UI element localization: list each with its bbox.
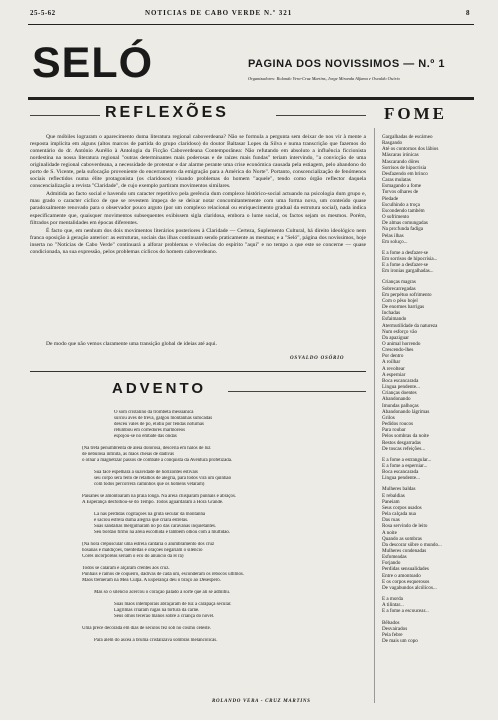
poem-line: Forjando	[382, 560, 401, 567]
poem-stanza	[82, 494, 370, 506]
poem-line: Mãos tremeram na Mea Culpa. A Esperança deu o braço ao Desespero.	[82, 577, 221, 583]
poem-line: com todos percorrerá caminhos que os homens vetaram)	[94, 481, 205, 487]
poem-line: Mascarando dôres	[382, 158, 420, 165]
poem-line: sulcou aves de treva, galgou montanhas sufocadas	[114, 415, 213, 421]
title-dash-right	[276, 115, 366, 116]
poem-line: De toscas refeições...	[382, 445, 426, 452]
reflexoes-paragraph: Admitida ao facto social e havendo um caracter repetitivo pela gerência dum complexo histórico-social actuando na psicologia dum grupo e, mau grado o caracter cíclico de que se revestem impeça de se deixar notar concomitantemente com uma forma nova, um conteúdo quase paradoxalmente renovado para o observador pouco arguto (por um complexo relacional ou enriquecimento gradual da estrutura social), nada indica especificamente que, quaisquer movimentos subsequentes exibissem sigla claridosa, embora o lume social, os factos sejam os mesmos. Porém, filtrados por mentalidades em épocas diferentes.	[30, 191, 366, 226]
poem-line: Rosa servindo de leito	[382, 523, 428, 530]
poem-line: De vagabundos alcólicos...	[382, 584, 437, 591]
poem-line: Para roubar	[382, 427, 406, 434]
poem-line: E a morda	[382, 596, 403, 603]
poem-line: Punhais e ramos de coqueiro, dádivas de cada um, esconderam os rebocos ultimos.	[82, 571, 245, 577]
poem-line: Pela calçada nua	[382, 511, 416, 518]
poem-line: O animal horrendo	[382, 341, 421, 347]
poem-line: (Na treta penumbrenta de aleia dolorosa, desceria em halos de luz	[82, 445, 211, 451]
poem-line: E a fome a desfazer-se	[382, 262, 428, 269]
poem-line: Gargalhadas de escárneo	[382, 134, 433, 140]
poem-stanza	[94, 602, 370, 620]
poem-line: Imundas palhoças	[382, 402, 419, 409]
poem-line: Abandonando	[382, 396, 411, 403]
poem-stanza	[94, 512, 370, 536]
poem-line: Atermutilidade da natureza	[382, 322, 438, 329]
poem-line: e saciou estrela duma alegria que criara estrelas.	[94, 517, 189, 523]
selo-logo: SELÓ	[32, 39, 154, 87]
advento-signature: ROLANDO VERA - CRUZ MARTINS	[212, 699, 311, 704]
poem-line: Esfaimando	[382, 316, 407, 323]
poem-line: E a fome a escoucear...	[382, 608, 429, 615]
poem-stanza	[94, 410, 370, 440]
poem-stanza	[82, 626, 370, 632]
masthead-rule	[28, 97, 474, 100]
poem-line: Na pro:funda fadiga	[382, 226, 424, 233]
reflexoes-paragraph: Que móbiles lograram o aparecimento duma literatura regional caboverdeana? Não se formula a pergunta sem deixar de nos vir à mente a resposta implícita em alguns (altos marcos de partida do grupo claridoso) do doutor Baltasar Lopes da Silva e numa transcrição que fazemos do comentário do dr. António Aurélio à Antologia da Ficção Caboverdeana Contemporânea: Não refutando em absoluto a influência ficcionista nordestina na nossa literatura regional "outras determinantes mais poderosas e de raízes mais fundas" teriam intervindo, "a convicção de uma originalidade regional caboverdeana, a necessidade de protestar e dar alarme perante uma crise económica causada pela estiagem, pelo abandono do porto de S. Vicente, pela sufocação proveniente do encerramento da emigração para a América do Norte". Portanto, conscencialização de fenómenos sociais reflectidos numa élite protagonista (os claridosos) visando problemas do homem "aquele", tendo como órgão reflector daquela conscencialização a revista "Claridade", de cujo exemplo partiram movimentos similares.	[30, 134, 366, 190]
page-number: 8	[466, 9, 470, 17]
fome-poem	[382, 134, 480, 649]
reflexoes-closing: De modo que não vemos claramente uma transição global de ideias até aqui.	[46, 341, 218, 347]
poem-line: Crescendo-lhes	[382, 347, 414, 354]
poem-line: Num esforço vão	[382, 328, 418, 335]
poem-line: Pelas ilhas	[382, 232, 404, 239]
poem-line: Sorrisos de hipocrisia	[382, 164, 427, 171]
poem-stanza	[382, 134, 480, 245]
poem-line: De enormes barrigas	[382, 304, 425, 311]
poem-line: E a fome a desfazer-se	[382, 249, 428, 256]
poem-stanza	[82, 446, 370, 464]
poem-line: Inchadas	[382, 310, 401, 317]
poem-line: Com o pêso bojel	[382, 297, 418, 304]
poem-line: Esmagando a fome	[382, 183, 422, 190]
poem-line: espojou-se no embate das ondas	[114, 433, 177, 439]
poem-line: Crianças doentes	[382, 390, 417, 397]
poem-line: E rebaldias	[382, 492, 405, 499]
issue-date: 25-5-62	[30, 9, 56, 17]
poem-line: E a fome a estrangular...	[382, 456, 432, 463]
poem-line: A tilintar...	[382, 602, 404, 609]
poem-line: Suas sandálias mergulharam no pó das caravanas inquietantes.	[94, 523, 217, 529]
poem-line: desceu vales de pó, elidiu por fendas noturnas	[114, 421, 204, 427]
poem-line: Boca escancarada	[382, 377, 419, 384]
fome-title: FOME	[384, 104, 447, 123]
poem-line: Sua face espelhará a suavidade de horizontes estivais	[94, 469, 198, 475]
poem-line: Desfazendo em brinco	[382, 170, 428, 177]
poem-line: Até os contornos dos lábios	[382, 146, 439, 153]
poem-line: Em soluço...	[382, 238, 408, 245]
poem-line: Da apaziguar	[382, 334, 410, 341]
reflexoes-signature: OSVALDO OSÓRIO	[290, 356, 345, 361]
advento-title: ADVENTO	[112, 380, 207, 397]
poem-stanza	[382, 620, 480, 645]
poem-stanza	[82, 566, 370, 584]
reflexoes-body	[30, 134, 366, 256]
poem-line: Cores incorpóreas seriam o eco do anuncio da H ra)	[82, 553, 184, 559]
poem-stanza	[82, 542, 370, 560]
poem-line: E a fome a esperniar...	[382, 462, 428, 469]
advento-title-dash	[228, 391, 366, 392]
poem-line: Rasgando	[382, 140, 403, 147]
header-rule	[28, 24, 474, 25]
poem-line: Seus corpos usados	[382, 504, 422, 511]
reflexoes-title: REFLEXÕES	[105, 104, 229, 121]
poem-line: De almas comungadas	[382, 220, 428, 227]
poem-stanza	[382, 596, 480, 614]
poem-line: hosanas e maldições, bienfeitas e orações negariam o silêncio	[82, 547, 203, 553]
page-subtitle: PAGINA DOS NOVISSIMOS — N.º 1	[248, 58, 445, 70]
poem-line: A revoltear	[382, 365, 405, 372]
poem-line: (Na hora crepuscular uma estrela cantaria o alumbramento dos cruz	[82, 541, 215, 547]
title-dash-left	[30, 115, 100, 116]
poem-line: Perdidas sensualidades	[382, 566, 429, 573]
poem-stanza	[94, 638, 370, 644]
poem-line: Por dentro	[382, 353, 404, 360]
poem-line: Restos desgarradas	[382, 439, 421, 446]
poem-stanza	[382, 457, 480, 482]
poem-line: Piedade	[382, 195, 399, 202]
poem-line: Esfomeadas	[382, 554, 407, 561]
poem-line: Mulheres baldas	[382, 486, 416, 493]
advento-poem	[82, 410, 370, 650]
poem-line: Lingua pendente...	[382, 475, 420, 482]
poem-line: Pedidos roucos	[382, 421, 413, 428]
poem-line: Seu bordão firmo na areia escolhida e também olhou com a multidão.	[94, 529, 231, 535]
poem-line: Torvos olhares de	[382, 189, 419, 196]
poem-line: Bêbados	[382, 619, 400, 626]
poem-line: Desvairados	[382, 625, 408, 632]
running-header	[30, 9, 470, 23]
poem-line: o olhar a magnetizar passos de combate à conquista da Aventura profetizada.	[82, 457, 233, 463]
poem-line: Todos se calaram e alçaram crentes aos cruz.	[82, 565, 170, 571]
poem-line: O sofrimento	[382, 214, 410, 221]
poem-line: Suas mãos intemporais abraçaram de luz a carapaça secular.	[114, 601, 232, 607]
poem-line: seu corpo será feito de retalhos de alegria, para todos virá um quinhão	[94, 475, 232, 481]
poem-line: Mas só o silêncio acercou o coração palado à sorte que ali se admitiu.	[94, 589, 231, 595]
poem-line: Para além do ascéa a bruma cristalizava sombras melancólicas.	[94, 637, 218, 643]
poem-line: Sobrecarregadas	[382, 285, 416, 292]
poem-line: Uma prece decorada em dias de séculos fez sob no cosmo celeste.	[82, 625, 212, 631]
poem-line: Lá nas perdidas cogitações na gruta secular da montanha	[94, 511, 206, 517]
poem-line: O som cristalino da trombeta messiânica	[114, 410, 194, 415]
poem-stanza	[94, 590, 370, 596]
poem-line: Em sorrisos de hipocrisia...	[382, 255, 438, 262]
poem-line: Paneiam	[382, 498, 400, 505]
poem-line: Caras mulatas	[382, 177, 411, 184]
poem-line: E os corpos esquerosos	[382, 578, 430, 585]
poem-line: Pela febre	[382, 631, 403, 638]
poem-line: Seus olhos tecerão manos sobre a criança do novel.	[114, 613, 215, 619]
poem-line: De mais um copo	[382, 638, 418, 645]
poem-line: Máscaras irónicas	[382, 152, 419, 159]
poem-stanza	[382, 279, 480, 451]
poem-line: Mulheres condenadas	[382, 548, 427, 554]
reflexoes-paragraph: É facto que, em nenhum dos dois movimentos literários posteriores à Claridade — Certeza, Suplemento Cultural, há direito ideológico nem franca oposição à geração anterior: as estruturas, sociais das ilhas continuam sendo praticamente as mesmas; e a "Seló", página dos novíssimos, hoje inserta no "Notícias de Cabo Verde" continuará a alforar problemas e vivências do espírito "aqui" e no tempo a que este se concerne — quase condicionada, na sua expressão, pelos problemas cíclicos do homem caboverdeano.	[30, 227, 366, 255]
poem-line: Quando as sombras	[382, 535, 422, 542]
organizers-line: Organizadores: Rolando Vera-Cruz Martins, Jorge Miranda Alfama e Osvaldo Osório	[248, 76, 400, 81]
poem-line: Lágrimas criaram rugas na tortura da carne.	[114, 607, 200, 613]
poem-line: Abandonando lágrimas	[382, 408, 430, 415]
poem-line: Lingua pendente...	[382, 384, 420, 391]
poem-line: A esperniar	[382, 371, 406, 378]
poem-line: Escondendo também	[382, 207, 425, 214]
poem-line: Pelos sombras da noite	[382, 433, 429, 440]
column-rule	[374, 128, 375, 703]
poem-line: A roílhar	[382, 359, 401, 366]
poem-stanza	[94, 470, 370, 488]
poem-line: Crianças magras	[382, 279, 416, 286]
poem-line: Esculhindo a troça	[382, 201, 420, 208]
poem-line: A noite	[382, 529, 397, 536]
poem-line: Da descorar sôbre o mundo...	[382, 541, 442, 548]
section-divider	[30, 371, 366, 372]
poem-line: Em ironias gargalhadas...	[382, 268, 434, 275]
poem-line: Boca escancarada	[382, 469, 419, 476]
poem-line: Paisahes se amontoaram na praia longa. Na areia chisparam punhais e abraços.	[82, 493, 237, 499]
poem-line: retumbou em corredores marmóreos	[114, 427, 186, 433]
poem-line: Entre o amontoado	[382, 572, 421, 579]
poem-stanza	[382, 250, 480, 275]
poem-line: Das ruas	[382, 517, 400, 524]
poem-line: de nebulosa infinita, as mãos cheias de dádivas	[82, 451, 175, 457]
newspaper-name: NOTICIAS DE CABO VERDE N.º 321	[145, 9, 293, 17]
poem-line: Em perpétuo sofrimento	[382, 291, 432, 298]
poem-line: Grilos	[382, 414, 395, 421]
poem-line: A Esperança desfolhou-se do Tempo. Todos aguardaram a Hora Grande.	[82, 499, 224, 505]
poem-stanza	[382, 486, 480, 591]
